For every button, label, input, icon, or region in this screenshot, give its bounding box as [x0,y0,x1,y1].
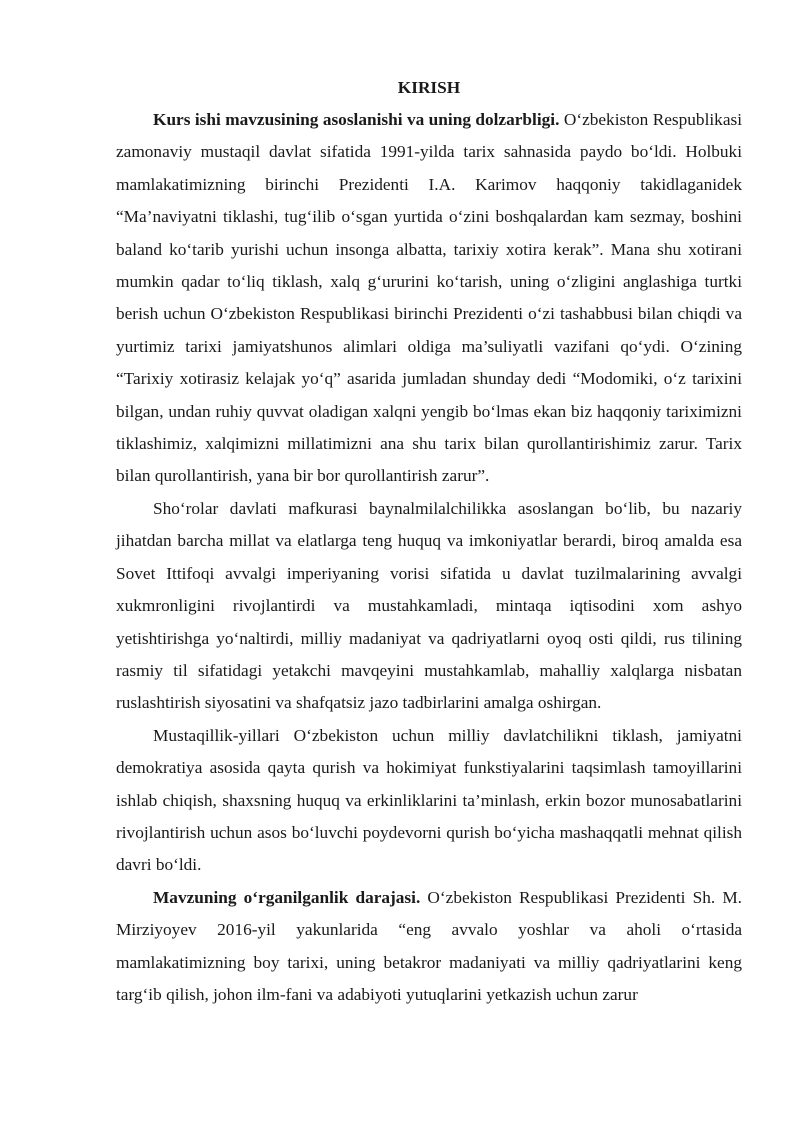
paragraph-study-level [116,882,742,1012]
paragraph-independence-years [116,720,742,882]
paragraph-text: Mustaqillik-yillari O‘zbekiston uchun milliy davlatchilikni tiklash, jamiyatni demokratiya asosida qayta qurish va hokimiyat funkstiyalarini taqsimlash tamoyillarini ishlab chiqish, shaxsning huquq va erkinliklarini ta’minlash, erkin bozor munosabatlarini rivojlantirish uchun asos bo‘luvchi poydevorni qurish bo‘yicha mashaqqatli mehnat qilish davri bo‘ldi. [116,725,742,875]
paragraph-soviet-ideology [116,493,742,720]
paragraph-text: O‘zbekiston Respublikasi zamonaviy mustaqil davlat sifatida 1991-yilda tarix sahnasida paydo bo‘ldi. Holbuki mamlakatimizning birinchi Prezidenti I.A. Karimov haqqoniy takidlaganidek “Ma’naviyatni tiklashi, tug‘ilib o‘sgan yurtida o‘zini boshqalardan kam sezmay, boshini baland ko‘tarib yurishi uchun insonga albatta, tarixiy xotira kerak”. Mana shu xotirani mumkin qadar to‘liq tiklash, xalq g‘ururini ko‘tarish, uning o‘zligini anglashiga turtki berish uchun O‘zbekiston Respublikasi birinchi Prezidenti o‘zi tashabbusi bilan chiqdi va yurtimiz tarixi jamiyatshunos alimlari oldiga ma’suliyatli vazifani qo‘ydi. O‘zining “Tarixiy xotirasiz kelajak yo‘q” asarida jumladan shunday dedi “Modomiki, o‘z tarixini bilgan, undan ruhiy quvvat oladigan xalqni yengib bo‘lmas ekan biz haqqoniy tariximizni tiklashimiz, xalqimizni millatimizni ana shu tarix bilan qurollantirishimiz zarur. Tarix bilan qurollantirish, yana bir bor qurollantirish zarur”. [116,110,743,486]
paragraph-lead: Kurs ishi mavzusining asoslanishi va uning dolzarbligi. [153,110,560,129]
document-page [116,72,742,1011]
paragraph-text: Sho‘rolar davlati mafkurasi baynalmilalchilikka asoslangan bo‘lib, bu nazariy jihatdan barcha millat va elatlarga teng huquq va imkoniyatlar berardi, biroq amalda esa Sovet Ittifoqi avvalgi imperiyaning vorisi sifatida u davlat tuzilmalarining avvalgi xukmronligini rivojlantirdi va mustahkamladi, mintaqa iqtisodini xom ashyo yetishtirishga yo‘naltirdi, milliy madaniyat va qadriyatlarni oyoq osti qildi, rus tilining rasmiy til sifatidagi yetakchi mavqeyini mustahkamlab, mahalliy xalqlarga nisbatan ruslashtirish siyosatini va shafqatsiz jazo tadbirlarini amalga oshirgan. [116,498,742,713]
paragraph-lead: Mavzuning o‘rganilganlik darajasi. [153,887,421,907]
paragraph-relevance [116,104,742,493]
section-title: KIRISH [397,78,461,97]
paragraph-text: O‘zbekiston Respublikasi Prezidenti Sh. M. Mirziyoyev 2016-yil yakunlarida “eng avvalo yoshlar va aholi o‘rtasida mamlakatimizning boy tarixi, uning betakror madaniyati va milliy qadriyatlarini keng targ‘ib qilish, johon ilm-fani va adabiyoti yutuqlarini yetkazish uchun zarur [116,887,743,1004]
